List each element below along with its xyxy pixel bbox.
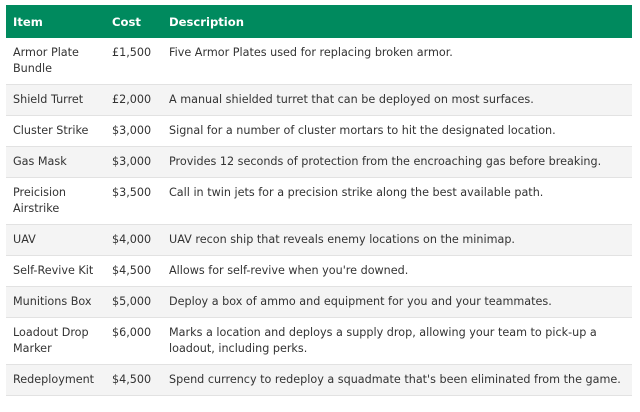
table-header [6,5,632,38]
header-item: Item [6,5,105,38]
table-row [6,256,632,287]
cost-cell: $4,500 [105,256,162,287]
table-row [6,225,632,256]
header-row [6,5,632,38]
cost-cell: $3,000 [105,147,162,178]
item-cell: Munitions Box [6,287,105,318]
items-table [6,5,632,396]
cost-cell: $3,500 [105,178,162,225]
description-cell: Call in twin jets for a precision strike along the best available path. [162,178,632,225]
description-cell: UAV recon ship that reveals enemy locations on the minimap. [162,225,632,256]
header-cost: Cost [105,5,162,38]
header-description: Description [162,5,632,38]
table-row [6,85,632,116]
cost-cell: $4,000 [105,225,162,256]
cost-cell: £2,000 [105,85,162,116]
item-cell: Redeployment [6,365,105,396]
cost-cell: $3,000 [105,116,162,147]
table-row [6,318,632,365]
item-cell: Loadout Drop Marker [6,318,105,365]
table-row [6,116,632,147]
table-row [6,147,632,178]
description-cell: Signal for a number of cluster mortars to hit the designated location. [162,116,632,147]
description-cell: Five Armor Plates used for replacing broken armor. [162,38,632,85]
table-row [6,38,632,85]
description-cell: A manual shielded turret that can be deployed on most surfaces. [162,85,632,116]
cost-cell: $6,000 [105,318,162,365]
item-cell: Shield Turret [6,85,105,116]
item-cell: UAV [6,225,105,256]
item-cell: Armor Plate Bundle [6,38,105,85]
table-row [6,365,632,396]
item-cell: Gas Mask [6,147,105,178]
cost-cell: $4,500 [105,365,162,396]
cost-cell: $5,000 [105,287,162,318]
table-body [6,38,632,396]
description-cell: Deploy a box of ammo and equipment for you and your teammates. [162,287,632,318]
description-cell: Allows for self-revive when you're downed. [162,256,632,287]
description-cell: Marks a location and deploys a supply drop, allowing your team to pick-up a loadout, including perks. [162,318,632,365]
table-row [6,178,632,225]
description-cell: Spend currency to redeploy a squadmate that's been eliminated from the game. [162,365,632,396]
cost-cell: £1,500 [105,38,162,85]
item-cell: Self-Revive Kit [6,256,105,287]
items-table-container [6,5,632,396]
table-row [6,287,632,318]
item-cell: Cluster Strike [6,116,105,147]
item-cell: Preicision Airstrike [6,178,105,225]
description-cell: Provides 12 seconds of protection from the encroaching gas before breaking. [162,147,632,178]
